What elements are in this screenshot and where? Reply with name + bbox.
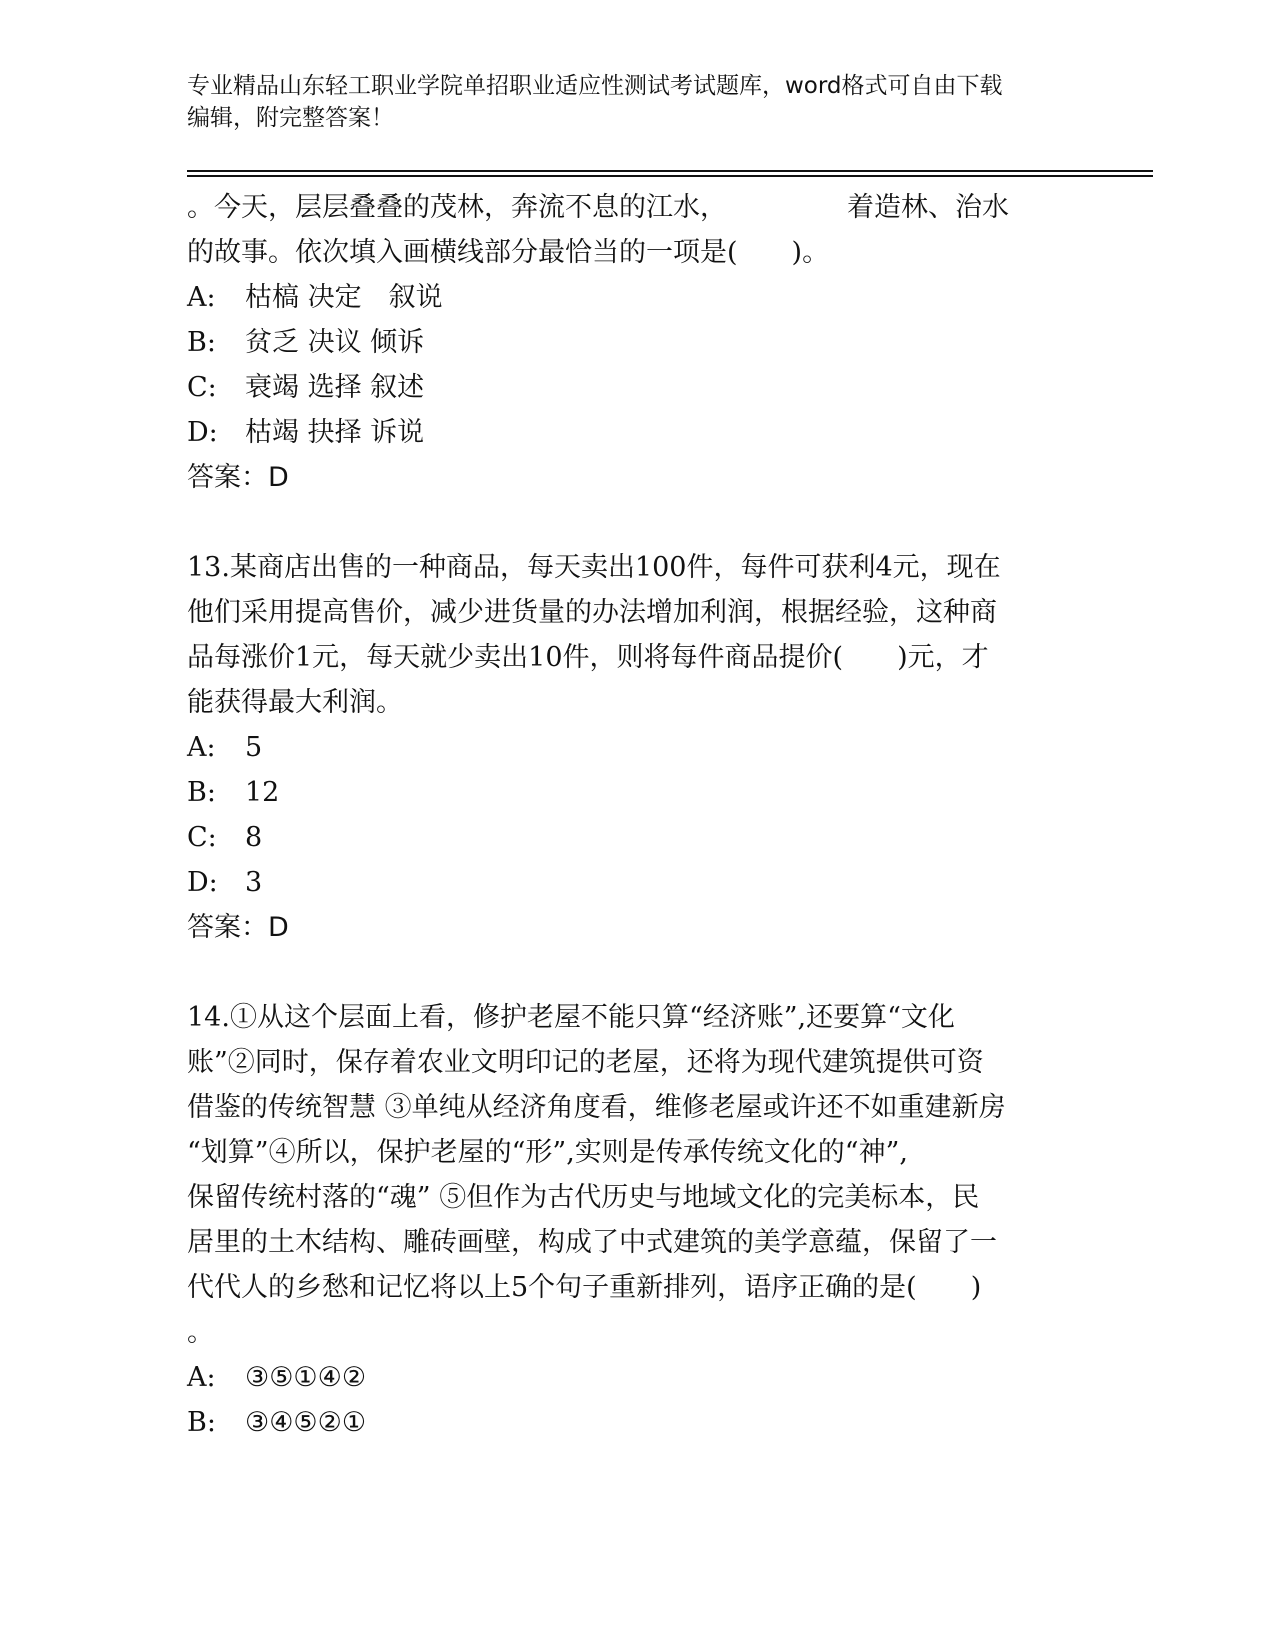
option-label: D: — [187, 417, 218, 448]
header-rule-bottom — [187, 175, 1153, 177]
question-12-line-2: 的故事。依次填入画横线部分最恰当的一项是( )。 — [187, 237, 830, 268]
option-b — [187, 320, 1067, 365]
answer: 答案：D — [187, 912, 289, 943]
option-label: C: — [187, 372, 217, 403]
option-text: 8 — [245, 822, 263, 853]
question-14-line-7: 代代人的乡愁和记忆将以上5个句子重新排列，语序正确的是( ) — [187, 1272, 982, 1303]
option-label: A: — [187, 1362, 216, 1393]
question-12-text-b: 着造林、治水 — [847, 192, 1009, 223]
page-header — [187, 70, 1067, 134]
option-text: 衰竭 选择 叙述 — [245, 372, 425, 403]
option-label: C: — [187, 822, 217, 853]
option-c — [187, 815, 1067, 860]
option-text: 3 — [245, 867, 263, 898]
answer: 答案：D — [187, 462, 289, 493]
question-13-line-2: 他们采用提高售价，减少进货量的办法增加利润，根据经验，这种商 — [187, 597, 997, 628]
option-label: A: — [187, 732, 216, 763]
question-14-line-8: 。 — [187, 1317, 214, 1348]
question-14-line-3: 借鉴的传统智慧 ③单纯从经济角度看，维修老屋或许还不如重建新房 — [187, 1092, 1006, 1123]
option-text: 12 — [245, 777, 280, 808]
question-14-line-5: 保留传统村落的“魂” ⑤但作为古代历史与地域文化的完美标本，民 — [187, 1182, 980, 1213]
option-text: 枯竭 抉择 诉说 — [245, 417, 425, 448]
question-13-line-3: 品每涨价1元，每天就少卖出10件，则将每件商品提价( )元，才 — [187, 642, 989, 673]
question-13-line-4: 能获得最大利润。 — [187, 687, 403, 718]
question-14-line-2: 账”②同时，保存着农业文明印记的老屋，还将为现代建筑提供可资 — [187, 1047, 984, 1078]
question-13 — [187, 545, 1067, 950]
option-text: ③④⑤②① — [245, 1407, 367, 1438]
option-text: ③⑤①④② — [245, 1362, 367, 1393]
question-12 — [187, 185, 1067, 500]
option-b — [187, 1400, 1067, 1445]
spacer — [187, 950, 1067, 995]
question-14 — [187, 995, 1067, 1445]
option-label: B: — [187, 777, 216, 808]
question-13-line-1: 13.某商店出售的一种商品，每天卖出100件，每件可获利4元，现在 — [187, 552, 1001, 583]
option-text: 贫乏 决议 倾诉 — [245, 327, 425, 358]
question-12-text-a: 。今天，层层叠叠的茂林，奔流不息的江水， — [187, 192, 727, 223]
option-d — [187, 860, 1067, 905]
question-14-line-6: 居里的土木结构、雕砖画壁，构成了中式建筑的美学意蕴，保留了一 — [187, 1227, 997, 1258]
option-text: 5 — [245, 732, 263, 763]
option-label: A: — [187, 282, 216, 313]
option-label: D: — [187, 867, 218, 898]
header-line-2: 编辑，附完整答案！ — [187, 105, 394, 131]
document-body — [187, 185, 1067, 1445]
option-label: B: — [187, 1407, 216, 1438]
spacer — [187, 500, 1067, 545]
header-line-1: 专业精品山东轻工职业学院单招职业适应性测试考试题库，word格式可自由下载 — [187, 73, 1003, 99]
option-label: B: — [187, 327, 216, 358]
option-a — [187, 725, 1067, 770]
question-14-line-1: 14.①从这个层面上看，修护老屋不能只算“经济账”,还要算“文化 — [187, 1002, 955, 1033]
option-b — [187, 770, 1067, 815]
question-14-line-4: “划算”④所以，保护老屋的“形”,实则是传承传统文化的“神”, — [187, 1137, 908, 1168]
option-d — [187, 410, 1067, 455]
question-12-line-1 — [187, 185, 1067, 230]
option-text: 枯槁 决定 叙说 — [245, 282, 443, 313]
header-rule-top — [187, 170, 1153, 172]
option-a — [187, 1355, 1067, 1400]
option-a — [187, 275, 1067, 320]
option-c — [187, 365, 1067, 410]
